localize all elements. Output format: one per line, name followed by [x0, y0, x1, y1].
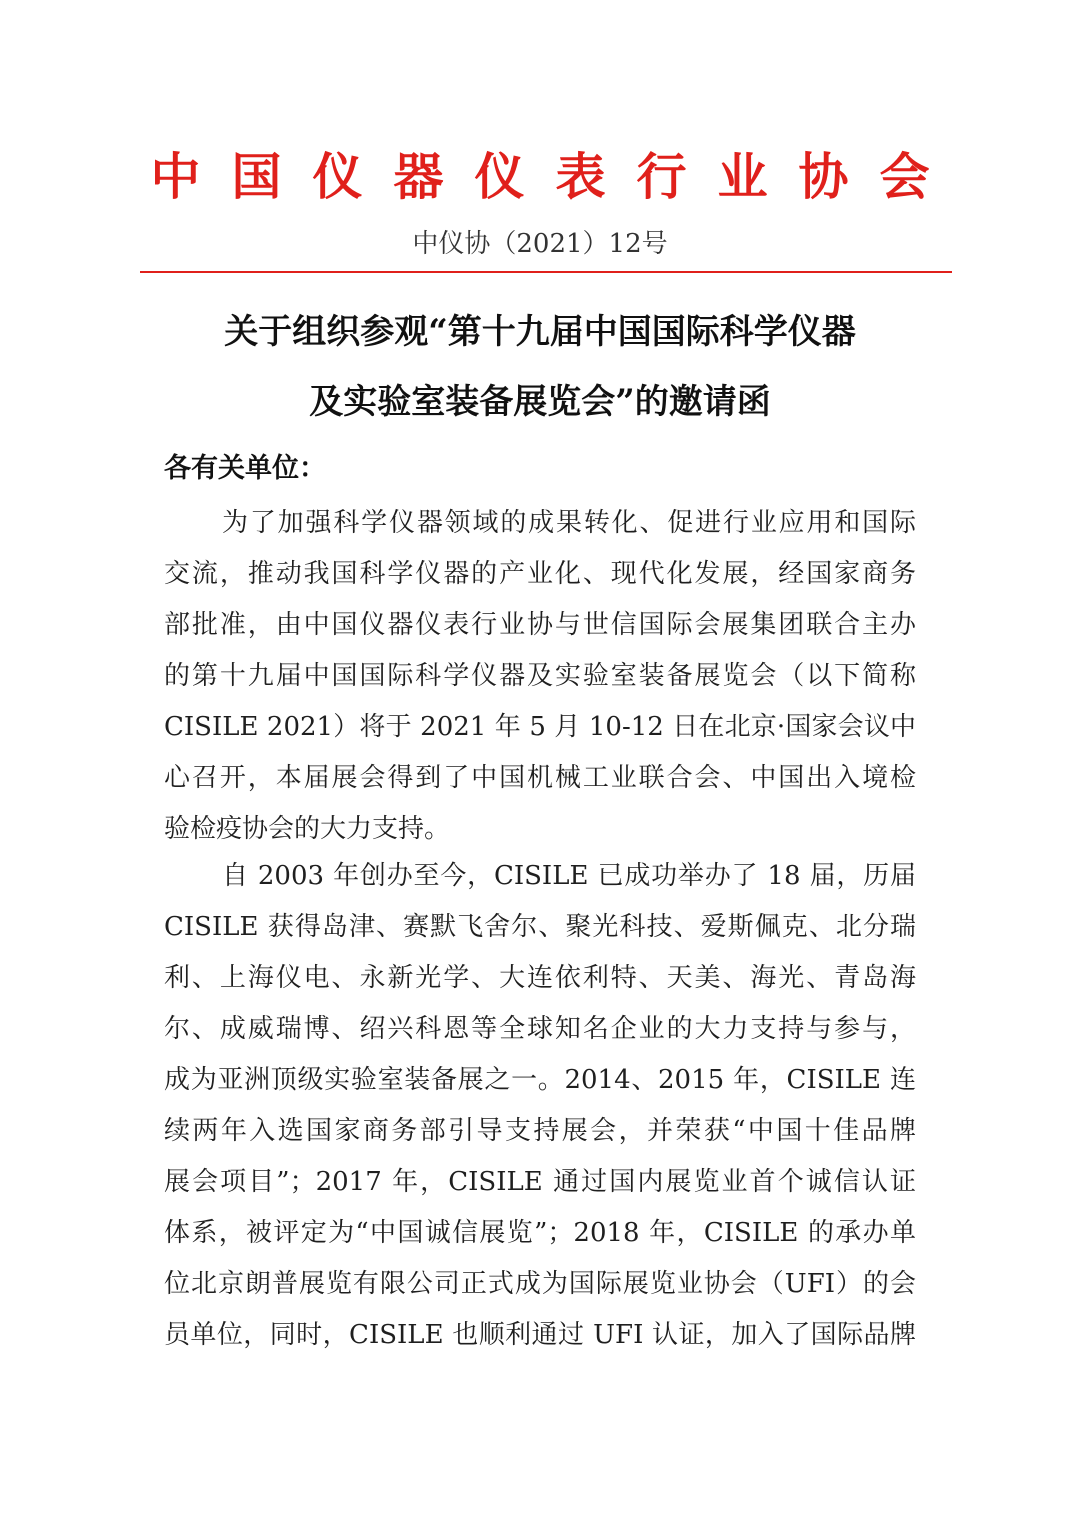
red-divider-line — [140, 271, 952, 273]
document-title-line-2: 及实验室装备展览会”的邀请函 — [309, 382, 771, 422]
paragraph-line: 续两年入选国家商务部引导支持展会，并荣获“中国十佳品牌 — [164, 1116, 916, 1146]
paragraph-line: 验检疫协会的大力支持。 — [164, 814, 451, 844]
organization-header: 中国仪器仪表行业协会 — [150, 148, 961, 206]
paragraph-line: 员单位，同时，CISILE 也顺利通过 UFI 认证，加入了国际品牌 — [164, 1320, 916, 1350]
paragraph-line: 自 2003 年创办至今，CISILE 已成功举办了 18 届，历届 — [222, 861, 916, 891]
paragraph-line: 尔、成威瑞博、绍兴科恩等全球知名企业的大力支持与参与， — [164, 1014, 916, 1044]
paragraph-2 — [164, 851, 916, 1361]
paragraph-line: CISILE 获得岛津、赛默飞舍尔、聚光科技、爱斯佩克、北分瑞 — [164, 912, 916, 942]
paragraph-line: CISILE 2021）将于 2021 年 5 月 10-12 日在北京·国家会议中 — [164, 712, 916, 742]
salutation: 各有关单位： — [164, 453, 326, 484]
paragraph-line: 的第十九届中国国际科学仪器及实验室装备展览会（以下简称 — [164, 661, 916, 691]
document-number: 中仪协（2021）12号 — [412, 229, 668, 259]
paragraph-line: 位北京朗普展览有限公司正式成为国际展览业协会（UFI）的会 — [164, 1269, 916, 1299]
paragraph-line: 为了加强科学仪器领域的成果转化、促进行业应用和国际 — [222, 508, 916, 538]
paragraph-line: 成为亚洲顶级实验室装备展之一。2014、2015 年，CISILE 连 — [164, 1065, 916, 1095]
paragraph-1 — [164, 498, 916, 855]
paragraph-line: 展会项目”；2017 年，CISILE 通过国内展览业首个诚信认证 — [164, 1167, 916, 1197]
paragraph-line: 交流，推动我国科学仪器的产业化、现代化发展，经国家商务 — [164, 559, 916, 589]
document-title-line-1: 关于组织参观“第十九届中国国际科学仪器 — [224, 312, 856, 352]
paragraph-line: 心召开，本届展会得到了中国机械工业联合会、中国出入境检 — [164, 763, 916, 793]
paragraph-line: 利、上海仪电、永新光学、大连依利特、天美、海光、青岛海 — [164, 963, 916, 993]
paragraph-line: 体系，被评定为“中国诚信展览”；2018 年，CISILE 的承办单 — [164, 1218, 916, 1248]
paragraph-line: 部批准，由中国仪器仪表行业协与世信国际会展集团联合主办 — [164, 610, 916, 640]
